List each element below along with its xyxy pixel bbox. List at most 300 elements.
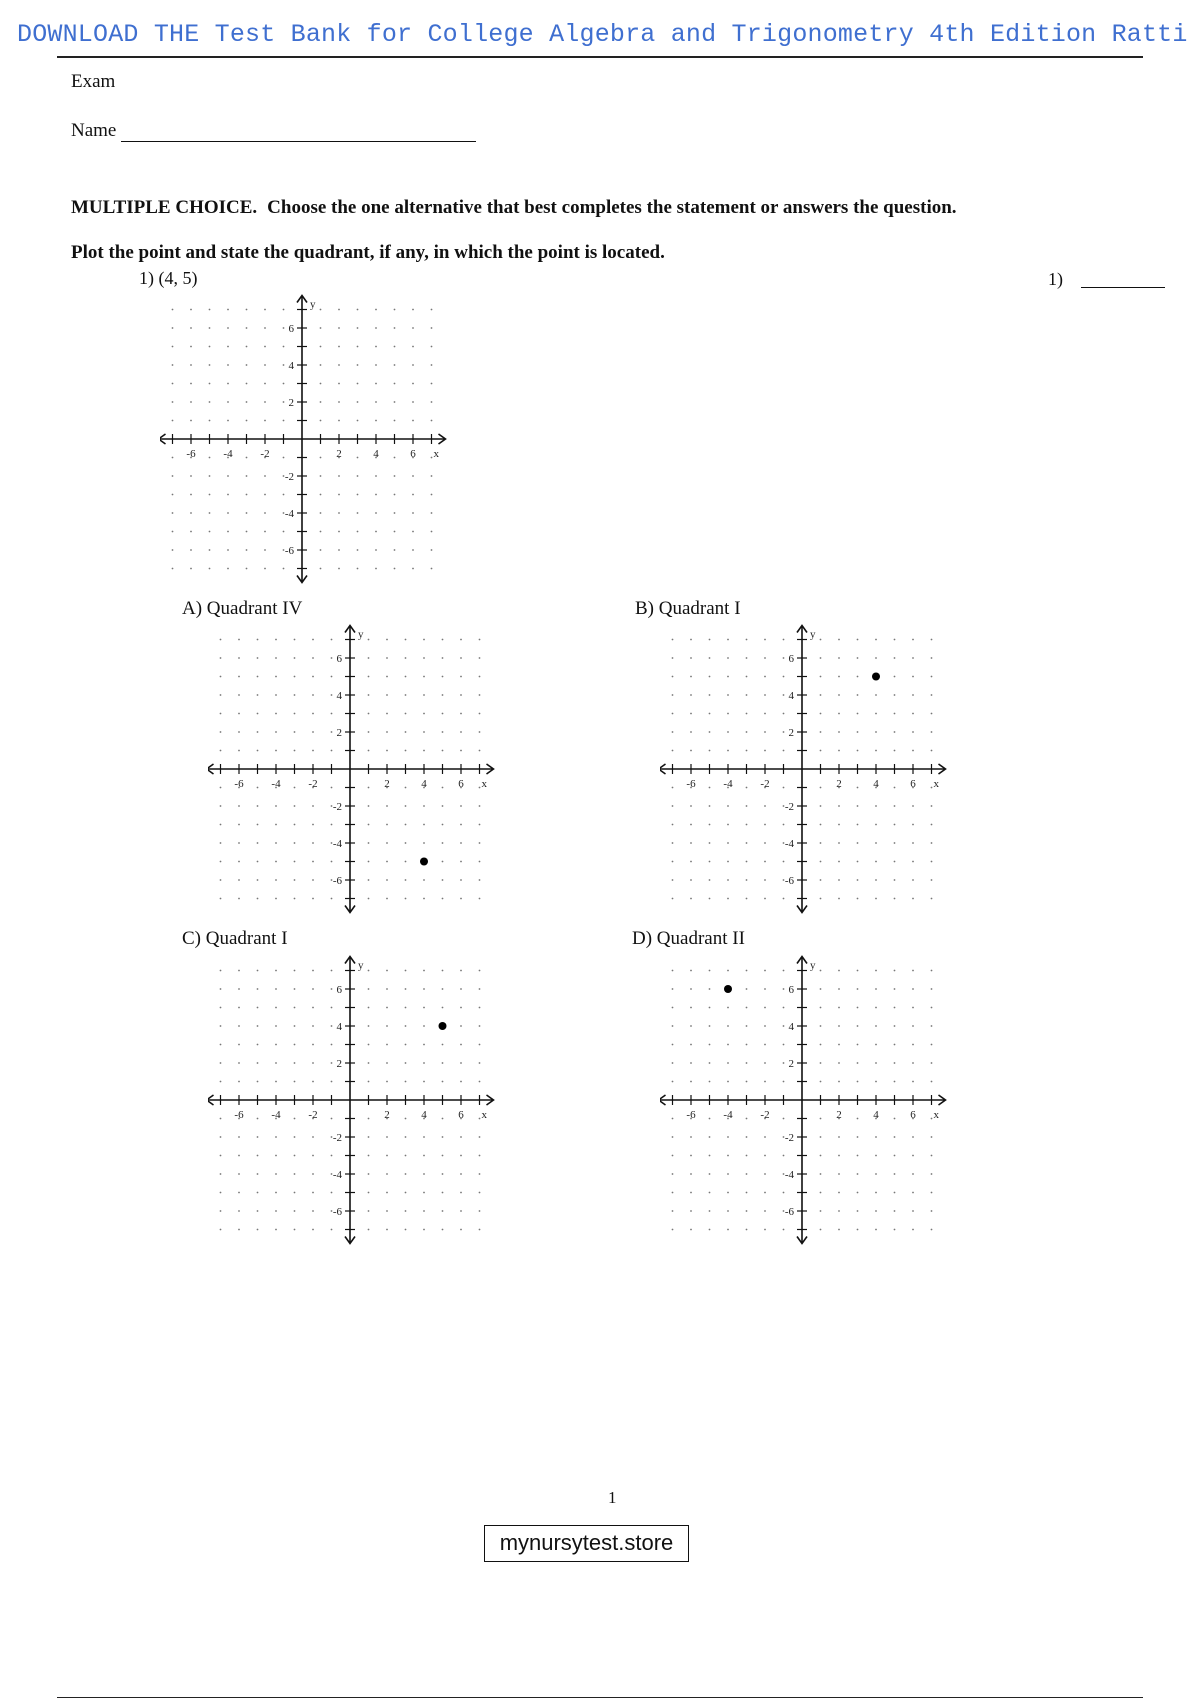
question-point: (4, 5): [158, 268, 198, 288]
grid-dot: [220, 861, 222, 863]
grid-dot: [209, 401, 211, 403]
grid-dot: [220, 879, 222, 881]
grid-dot: [442, 1192, 444, 1194]
grid-dot: [838, 1062, 840, 1064]
grid-dot: [423, 970, 425, 972]
grid-dot: [294, 1025, 296, 1027]
grid-dot: [312, 898, 314, 900]
grid-dot: [442, 1044, 444, 1046]
grid-dot: [672, 787, 674, 789]
grid-dot: [746, 1044, 748, 1046]
grid-dot: [227, 568, 229, 570]
x-tick-label: -4: [723, 778, 733, 790]
grid-dot: [479, 1155, 481, 1157]
grid-dot: [227, 420, 229, 422]
grid-dot: [190, 346, 192, 348]
grid-dot: [275, 861, 277, 863]
grid-dot: [479, 1173, 481, 1175]
grid-dot: [283, 420, 285, 422]
y-axis-label: y: [358, 628, 364, 641]
grid-dot: [764, 970, 766, 972]
grid-dot: [294, 657, 296, 659]
grid-dot: [746, 1007, 748, 1009]
grid-dot: [264, 549, 266, 551]
grid-dot: [312, 842, 314, 844]
grid-dot: [838, 879, 840, 881]
grid-dot: [338, 346, 340, 348]
grid-dot: [431, 549, 433, 551]
y-tick-label: -4: [284, 508, 294, 520]
grid-dot: [479, 1007, 481, 1009]
grid-dot: [386, 988, 388, 990]
grid-dot: [460, 970, 462, 972]
grid-dot: [220, 1044, 222, 1046]
grid-dot: [894, 1007, 896, 1009]
grid-dot: [190, 364, 192, 366]
grid-dot: [783, 1118, 785, 1120]
grid-dot: [386, 657, 388, 659]
grid-dot: [875, 842, 877, 844]
grid-dot: [727, 713, 729, 715]
grid-dot: [690, 1136, 692, 1138]
grid-dot: [479, 1136, 481, 1138]
grid-dot: [931, 1210, 933, 1212]
grid-dot: [690, 1192, 692, 1194]
grid-dot: [709, 1136, 711, 1138]
grid-dot: [764, 731, 766, 733]
grid-dot: [479, 787, 481, 789]
grid-dot: [764, 713, 766, 715]
grid-dot: [931, 731, 933, 733]
grid-dot: [931, 676, 933, 678]
grid-dot: [672, 1173, 674, 1175]
grid-dot: [246, 383, 248, 385]
grid-dot: [238, 1062, 240, 1064]
grid-dot: [838, 676, 840, 678]
grid-dot: [764, 1081, 766, 1083]
grid-dot: [264, 401, 266, 403]
grid-dot: [820, 1192, 822, 1194]
grid-dot: [227, 512, 229, 514]
grid-dot: [423, 639, 425, 641]
grid-dot: [764, 750, 766, 752]
grid-dot: [386, 1007, 388, 1009]
grid-dot: [294, 676, 296, 678]
grid-dot: [912, 1155, 914, 1157]
grid-dot: [394, 568, 396, 570]
grid-dot: [190, 512, 192, 514]
grid-dot: [709, 970, 711, 972]
grid-dot: [857, 1044, 859, 1046]
grid-dot: [238, 750, 240, 752]
grid-dot: [894, 750, 896, 752]
grid-dot: [857, 824, 859, 826]
grid-dot: [331, 1062, 333, 1064]
grid-dot: [746, 787, 748, 789]
grid-dot: [442, 694, 444, 696]
grid-dot: [431, 512, 433, 514]
grid-dot: [820, 639, 822, 641]
grid-dot: [312, 639, 314, 641]
grid-dot: [275, 1081, 277, 1083]
grid-dot: [672, 970, 674, 972]
grid-dot: [220, 1062, 222, 1064]
grid-dot: [190, 475, 192, 477]
grid-dot: [405, 824, 407, 826]
grid-dot: [423, 1025, 425, 1027]
option-d-label[interactable]: D) Quadrant II: [632, 928, 745, 949]
grid-dot: [394, 549, 396, 551]
grid-dot: [375, 512, 377, 514]
grid-dot: [275, 657, 277, 659]
grid-dot: [405, 898, 407, 900]
grid-dot: [838, 1155, 840, 1157]
grid-dot: [220, 898, 222, 900]
grid-dot: [209, 383, 211, 385]
download-banner-link[interactable]: DOWNLOAD THE Test Bank for College Algebra and Trigonometry 4th Edition Ratti: [17, 20, 1188, 49]
grid-dot: [746, 824, 748, 826]
grid-dot: [894, 787, 896, 789]
grid-dot: [238, 805, 240, 807]
grid-dot: [257, 1192, 259, 1194]
grid-dot: [375, 383, 377, 385]
grid-dot: [709, 861, 711, 863]
grid-dot: [709, 1007, 711, 1009]
grid-dot: [746, 694, 748, 696]
grid-dot: [275, 713, 277, 715]
y-tick-label: 6: [336, 984, 342, 996]
grid-dot: [220, 1118, 222, 1120]
grid-dot: [894, 657, 896, 659]
grid-dot: [257, 1173, 259, 1175]
grid-dot: [405, 1025, 407, 1027]
option-a-plot: [208, 623, 518, 933]
grid-dot: [375, 549, 377, 551]
grid-dot: [857, 898, 859, 900]
grid-dot: [672, 1081, 674, 1083]
grid-dot: [820, 787, 822, 789]
grid-dot: [246, 364, 248, 366]
grid-dot: [783, 1062, 785, 1064]
grid-dot: [857, 1229, 859, 1231]
grid-dot: [820, 1229, 822, 1231]
grid-dot: [460, 988, 462, 990]
grid-dot: [894, 694, 896, 696]
grid-dot: [875, 879, 877, 881]
question-plot: [160, 293, 470, 603]
grid-dot: [894, 1173, 896, 1175]
grid-dot: [894, 713, 896, 715]
grid-dot: [294, 1118, 296, 1120]
grid-dot: [320, 475, 322, 477]
grid-dot: [709, 750, 711, 752]
grid-dot: [690, 639, 692, 641]
grid-dot: [283, 531, 285, 533]
grid-dot: [820, 1044, 822, 1046]
grid-dot: [690, 861, 692, 863]
grid-dot: [431, 531, 433, 533]
grid-dot: [442, 970, 444, 972]
grid-dot: [690, 731, 692, 733]
grid-dot: [227, 549, 229, 551]
grid-dot: [275, 1136, 277, 1138]
grid-dot: [764, 988, 766, 990]
x-axis-label: x: [933, 778, 939, 790]
grid-dot: [875, 1007, 877, 1009]
grid-dot: [746, 1173, 748, 1175]
grid-dot: [727, 970, 729, 972]
grid-dot: [894, 1062, 896, 1064]
grid-dot: [857, 879, 859, 881]
grid-dot: [442, 1062, 444, 1064]
grid-dot: [209, 364, 211, 366]
grid-dot: [357, 494, 359, 496]
grid-dot: [209, 549, 211, 551]
x-tick-label: 2: [384, 1109, 390, 1121]
grid-dot: [690, 1155, 692, 1157]
grid-dot: [386, 1229, 388, 1231]
y-tick-label: 4: [788, 690, 794, 702]
header-rule: [57, 56, 1143, 58]
grid-dot: [442, 731, 444, 733]
grid-dot: [312, 713, 314, 715]
grid-dot: [746, 639, 748, 641]
grid-dot: [405, 1007, 407, 1009]
grid-dot: [431, 309, 433, 311]
y-tick-label: 4: [336, 1021, 342, 1033]
grid-dot: [412, 327, 414, 329]
grid-dot: [331, 1044, 333, 1046]
grid-dot: [368, 824, 370, 826]
store-watermark-link[interactable]: mynursytest.store: [484, 1525, 689, 1562]
grid-dot: [405, 1173, 407, 1175]
grid-dot: [238, 1136, 240, 1138]
grid-dot: [431, 346, 433, 348]
grid-dot: [405, 731, 407, 733]
grid-dot: [294, 1007, 296, 1009]
grid-dot: [460, 1136, 462, 1138]
grid-dot: [264, 309, 266, 311]
grid-dot: [912, 639, 914, 641]
grid-dot: [690, 694, 692, 696]
option-b-label[interactable]: B) Quadrant I: [635, 598, 741, 619]
grid-dot: [460, 1025, 462, 1027]
grid-dot: [690, 1081, 692, 1083]
grid-dot: [312, 1192, 314, 1194]
grid-dot: [227, 346, 229, 348]
grid-dot: [460, 1155, 462, 1157]
grid-dot: [931, 1007, 933, 1009]
grid-dot: [394, 420, 396, 422]
grid-dot: [331, 750, 333, 752]
y-tick-label: -6: [332, 875, 342, 887]
grid-dot: [820, 1081, 822, 1083]
grid-dot: [423, 1155, 425, 1157]
grid-dot: [275, 731, 277, 733]
grid-dot: [931, 1136, 933, 1138]
grid-dot: [386, 713, 388, 715]
grid-dot: [423, 1081, 425, 1083]
grid-dot: [838, 824, 840, 826]
grid-dot: [764, 842, 766, 844]
grid-dot: [264, 364, 266, 366]
grid-dot: [331, 639, 333, 641]
grid-dot: [479, 824, 481, 826]
grid-dot: [442, 1210, 444, 1212]
grid-dot: [709, 694, 711, 696]
grid-dot: [857, 861, 859, 863]
grid-dot: [275, 1192, 277, 1194]
grid-dot: [246, 531, 248, 533]
option-a-label[interactable]: A) Quadrant IV: [182, 598, 303, 619]
grid-dot: [294, 970, 296, 972]
grid-dot: [320, 327, 322, 329]
grid-dot: [460, 1192, 462, 1194]
grid-dot: [275, 1007, 277, 1009]
grid-dot: [238, 694, 240, 696]
grid-dot: [368, 1136, 370, 1138]
grid-dot: [912, 657, 914, 659]
grid-dot: [875, 861, 877, 863]
grid-dot: [246, 309, 248, 311]
y-tick-label: 2: [788, 1058, 794, 1070]
grid-dot: [460, 713, 462, 715]
grid-dot: [764, 1136, 766, 1138]
grid-dot: [220, 1155, 222, 1157]
grid-dot: [857, 1173, 859, 1175]
grid-dot: [275, 824, 277, 826]
grid-dot: [857, 694, 859, 696]
grid-dot: [838, 1007, 840, 1009]
grid-dot: [746, 1062, 748, 1064]
grid-dot: [783, 1007, 785, 1009]
grid-dot: [931, 1155, 933, 1157]
grid-dot: [875, 1155, 877, 1157]
grid-dot: [375, 568, 377, 570]
x-tick-label: 2: [836, 778, 842, 790]
grid-dot: [320, 531, 322, 533]
grid-dot: [764, 1007, 766, 1009]
plotted-point: [420, 858, 428, 866]
grid-dot: [857, 1118, 859, 1120]
grid-dot: [275, 805, 277, 807]
grid-dot: [931, 1192, 933, 1194]
grid-dot: [405, 842, 407, 844]
grid-dot: [894, 970, 896, 972]
grid-dot: [275, 1210, 277, 1212]
grid-dot: [746, 1118, 748, 1120]
grid-dot: [405, 639, 407, 641]
grid-dot: [227, 401, 229, 403]
grid-dot: [386, 1155, 388, 1157]
grid-dot: [875, 1192, 877, 1194]
x-axis-label: x: [433, 448, 439, 460]
grid-dot: [338, 383, 340, 385]
grid-dot: [375, 475, 377, 477]
answer-blank-line[interactable]: [1081, 287, 1165, 288]
grid-dot: [838, 639, 840, 641]
option-c-label[interactable]: C) Quadrant I: [182, 928, 288, 949]
grid-dot: [709, 1044, 711, 1046]
x-tick-label: -4: [271, 778, 281, 790]
grid-dot: [875, 750, 877, 752]
question-prompt: Plot the point and state the quadrant, if any, in which the point is located.: [71, 242, 665, 263]
grid-dot: [423, 657, 425, 659]
grid-dot: [857, 1210, 859, 1212]
grid-dot: [275, 1229, 277, 1231]
grid-dot: [727, 694, 729, 696]
grid-dot: [672, 1044, 674, 1046]
grid-dot: [931, 879, 933, 881]
grid-dot: [431, 457, 433, 459]
grid-dot: [764, 879, 766, 881]
grid-dot: [412, 383, 414, 385]
grid-dot: [672, 639, 674, 641]
grid-dot: [238, 657, 240, 659]
grid-dot: [220, 970, 222, 972]
grid-dot: [338, 531, 340, 533]
grid-dot: [275, 898, 277, 900]
y-axis-label: y: [310, 298, 316, 311]
grid-dot: [238, 731, 240, 733]
grid-dot: [431, 568, 433, 570]
grid-dot: [727, 1062, 729, 1064]
grid-dot: [405, 657, 407, 659]
grid-dot: [672, 694, 674, 696]
grid-dot: [764, 1192, 766, 1194]
grid-dot: [875, 1136, 877, 1138]
grid-dot: [727, 879, 729, 881]
grid-dot: [264, 494, 266, 496]
grid-dot: [442, 1118, 444, 1120]
grid-dot: [894, 1192, 896, 1194]
grid-dot: [764, 1025, 766, 1027]
grid-dot: [283, 494, 285, 496]
grid-dot: [838, 1044, 840, 1046]
x-tick-label: -2: [760, 778, 770, 790]
grid-dot: [672, 824, 674, 826]
grid-dot: [386, 731, 388, 733]
grid-dot: [838, 657, 840, 659]
grid-dot: [368, 731, 370, 733]
grid-dot: [709, 1210, 711, 1212]
grid-dot: [257, 657, 259, 659]
grid-dot: [746, 805, 748, 807]
grid-dot: [894, 898, 896, 900]
y-axis-label: y: [810, 959, 816, 972]
name-field-line[interactable]: [121, 141, 476, 142]
grid-dot: [479, 861, 481, 863]
grid-dot: [405, 1210, 407, 1212]
x-tick-label: -2: [308, 1109, 318, 1121]
grid-dot: [764, 1229, 766, 1231]
grid-dot: [238, 970, 240, 972]
grid-dot: [320, 457, 322, 459]
grid-dot: [709, 1173, 711, 1175]
grid-dot: [690, 713, 692, 715]
grid-dot: [690, 988, 692, 990]
x-tick-label: -2: [760, 1109, 770, 1121]
grid-dot: [460, 1081, 462, 1083]
grid-dot: [423, 1062, 425, 1064]
grid-dot: [460, 1062, 462, 1064]
grid-dot: [294, 787, 296, 789]
grid-dot: [412, 420, 414, 422]
grid-dot: [690, 842, 692, 844]
grid-dot: [460, 898, 462, 900]
grid-dot: [423, 1173, 425, 1175]
grid-dot: [190, 327, 192, 329]
